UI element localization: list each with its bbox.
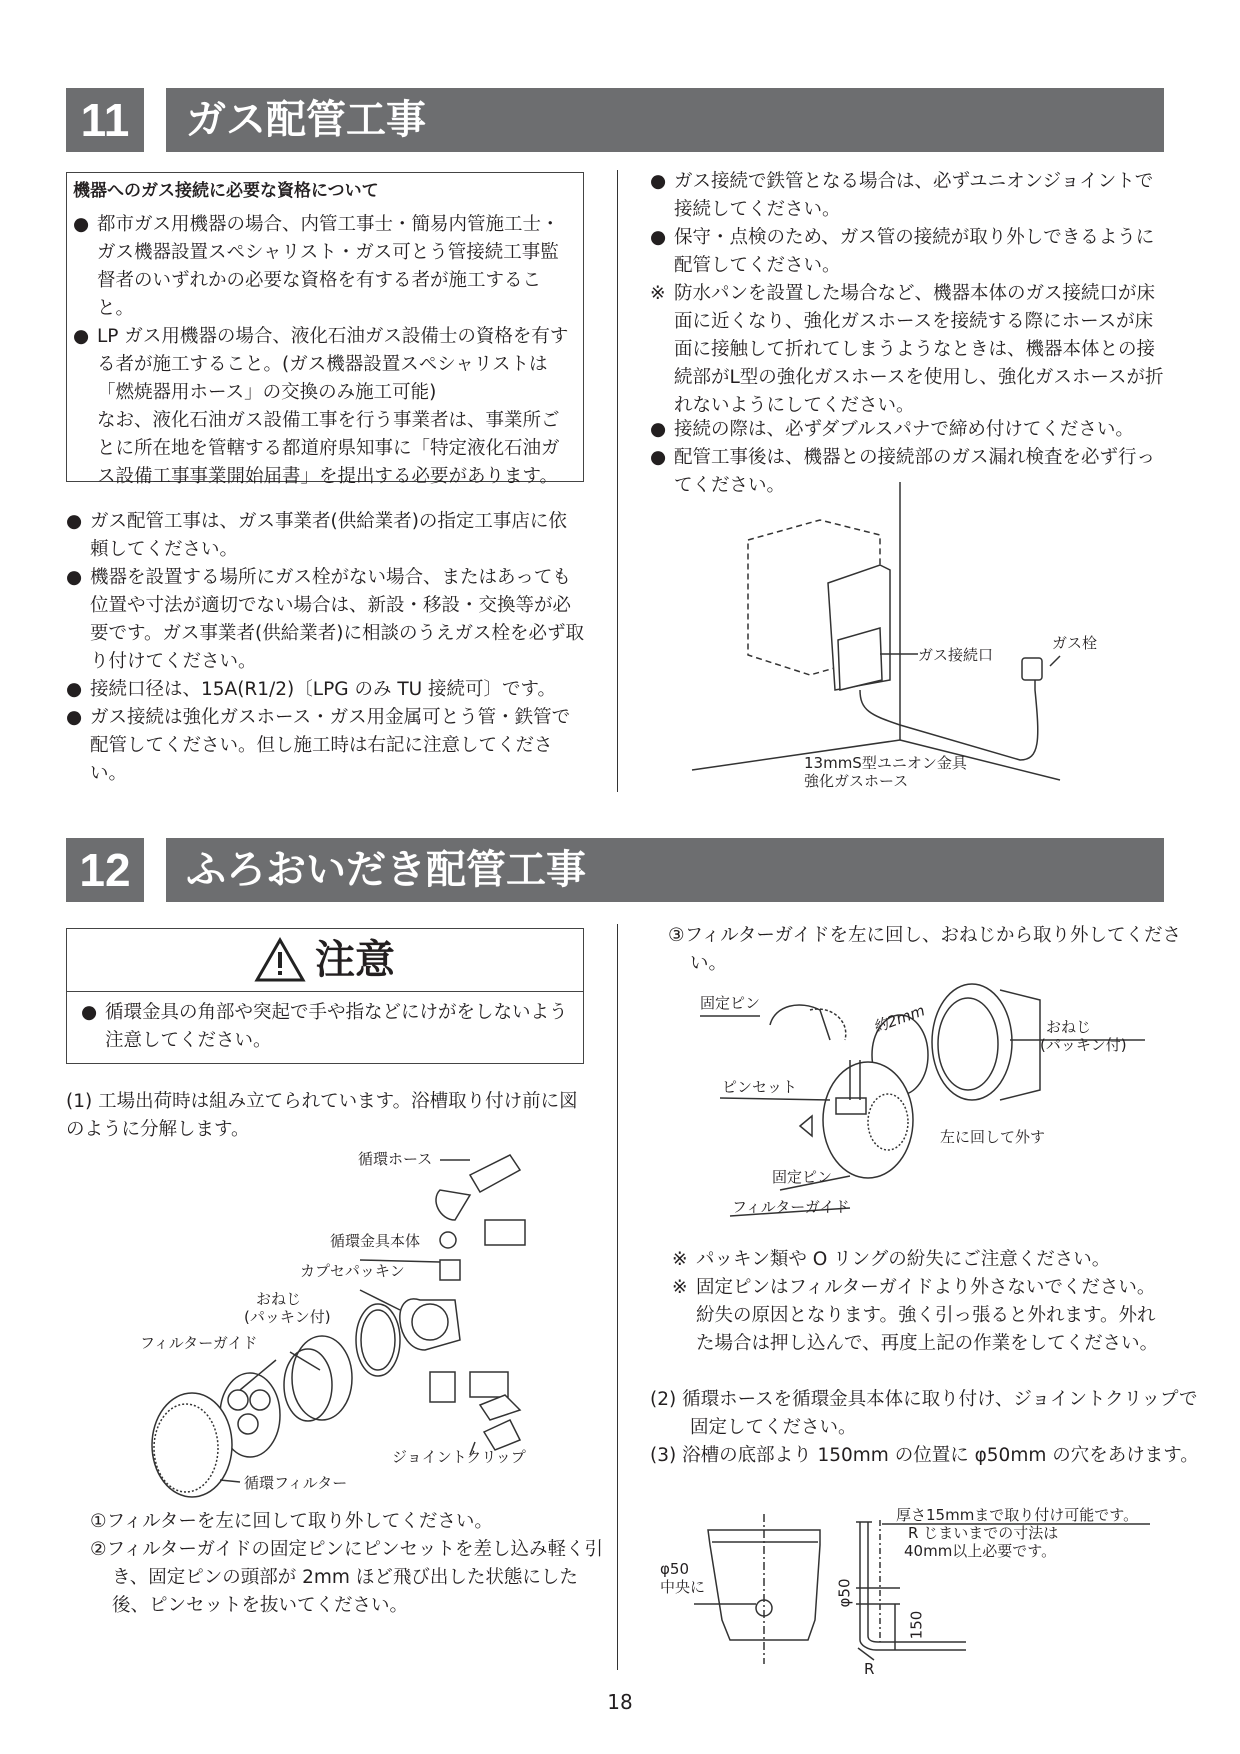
list-item: ● 配管工事後は、機器との接続部のガス漏れ検査を必ず行ってください。 — [650, 447, 1156, 496]
label-radius: R — [864, 1660, 875, 1678]
label-filter-guide: フィルターガイド — [732, 1198, 850, 1216]
label-circulation-hose: 循環ホース — [358, 1150, 433, 1168]
list-item: ● 接続口径は、15A(R1/2)〔LPG のみ TU 接続可〕です。 — [66, 679, 557, 700]
note-item: ※ パッキン類や O リングの紛失にご注意ください。 — [672, 1249, 1111, 1270]
label-joint-clip: ジョイントクリップ — [392, 1448, 526, 1466]
list-item: ● 保守・点検のため、ガス管の接続が取り外しできるように配管してください。 — [650, 227, 1155, 276]
qualification-title: 機器へのガス接続に必要な資格について — [73, 181, 379, 201]
label-2mm: 約2mm — [870, 1001, 928, 1037]
label-thickness: 厚さ15mmまで取り付け可能です。 — [896, 1506, 1139, 1524]
page-number: 18 — [607, 1690, 633, 1714]
caution-text: ● 循環金具の角部や突起で手や指などにけがをしないよう注意してください。 — [81, 1002, 568, 1051]
list-item: ● 機器を設置する場所にガス栓がない場合、またはあっても位置や寸法が適切でない場合は、新設・移設・交換等が必要です。ガス事業者(供給業者)に相談のうえガス栓を必ず取り付けてください。 — [66, 567, 584, 672]
caution-title: 注意 — [315, 937, 395, 983]
label-dim-phi50: φ50 — [835, 1578, 854, 1608]
label-union: 13mmS型ユニオン金具 — [804, 754, 967, 772]
list-item: ● ガス接続で鉄管となる場合は、必ずユニオンジョイントで接続してください。 — [650, 171, 1154, 220]
label-fitting-body: 循環金具本体 — [330, 1232, 421, 1250]
label-tweezers: ピンセット — [722, 1078, 798, 1096]
qualification-item: ● 都市ガス用機器の場合、内管工事士・簡易内管施工士・ガス機器設置スペシャリスト・ガス可とう管接続工事監督者のいずれかの必要な資格を有する者が施工すること。 — [73, 214, 560, 319]
qualification-note: なお、液化石油ガス設備工事を行う事業者は、事業所ごとに所在地を管轄する都道府県知事に「特定液化石油ガス設備工事事業開始届書」を提出する必要があります。 — [97, 410, 560, 487]
section-number: 12 — [66, 838, 144, 902]
label-phi50: φ50 — [660, 1560, 689, 1578]
label-male-thread: おねじ — [1046, 1018, 1092, 1036]
note-item: ※ 防水パンを設置した場合など、機器本体のガス接続口が床面に近くなり、強化ガスホースを接続する際にホースが床面に接触して折れてしまうようなときは、機器本体との接続部がL型の強化ガスホースを使用し、強化ガスホースが折れないようにしてください。 — [650, 283, 1164, 416]
section-number: 11 — [66, 88, 144, 152]
label-male-thread-sub: (パッキン付) — [1040, 1036, 1127, 1054]
label-fixing-pin: 固定ピン — [700, 994, 761, 1012]
section-title: ガス配管工事 — [166, 88, 1164, 152]
section-title: ふろおいだき配管工事 — [166, 838, 1164, 902]
label-gas-hose: 強化ガスホース — [804, 772, 909, 790]
list-item: ● ガス配管工事は、ガス事業者(供給業者)の指定工事店に依頼してください。 — [66, 511, 567, 560]
substep-1: ①フィルターを左に回して取り外してください。 — [90, 1511, 493, 1532]
list-item: ● 接続の際は、必ずダブルスパナで締め付けてください。 — [650, 419, 1134, 440]
label-gas-port: ガス接続口 — [918, 646, 994, 664]
note-item: ※ 固定ピンはフィルターガイドより外さないでください。紛失の原因となります。強く引っ張ると外れます。外れた場合は押し込んで、再度上記の作業をしてください。 — [672, 1277, 1159, 1354]
label-fixing-pin-2: 固定ピン — [772, 1168, 833, 1186]
label-center: 中央に — [660, 1578, 706, 1596]
label-turn-left: 左に回して外す — [940, 1128, 1046, 1146]
substep-2: ②フィルターガイドの固定ピンにピンセットを差し込み軽く引き、固定ピンの頭部が 2mm ほど飛び出した状態にした後、ピンセットを抜いてください。 — [90, 1539, 603, 1616]
qualification-item: ● LP ガス用機器の場合、液化石油ガス設備士の資格を有する者が施工すること。(ガス機器設置スペシャリストは「燃焼器用ホース」の交換のみ施工可能) — [73, 326, 569, 403]
label-gas-cock: ガス栓 — [1052, 634, 1098, 652]
step-1: (1) 工場出荷時は組み立てられています。浴槽取り付け前に図のように分解します。 — [66, 1091, 578, 1140]
label-capsule-packing: カプセパッキン — [300, 1262, 405, 1280]
step-3: (3) 浴槽の底部より 150mm の位置に φ50mm の穴をあけます。 — [650, 1445, 1199, 1466]
label-filter-guide: フィルターガイド — [140, 1334, 258, 1352]
label-male-thread: おねじ — [256, 1290, 302, 1308]
label-male-thread-sub: (パッキン付) — [244, 1308, 331, 1326]
step-2: (2) 循環ホースを循環金具本体に取り付け、ジョイントクリップで固定してください。 — [650, 1389, 1198, 1438]
substep-3: ③フィルターガイドを左に回し、おねじから取り外してください。 — [668, 925, 1181, 974]
label-r-dimension-2: 40mm以上必要です。 — [904, 1542, 1057, 1560]
label-circulation-filter: 循環フィルター — [244, 1474, 348, 1492]
label-r-dimension-1: R じまいまでの寸法は — [908, 1524, 1059, 1542]
label-dim-150: 150 — [907, 1610, 926, 1640]
list-item: ● ガス接続は強化ガスホース・ガス用金属可とう管・鉄管で配管してください。但し施工時は右記に注意してください。 — [66, 707, 571, 784]
